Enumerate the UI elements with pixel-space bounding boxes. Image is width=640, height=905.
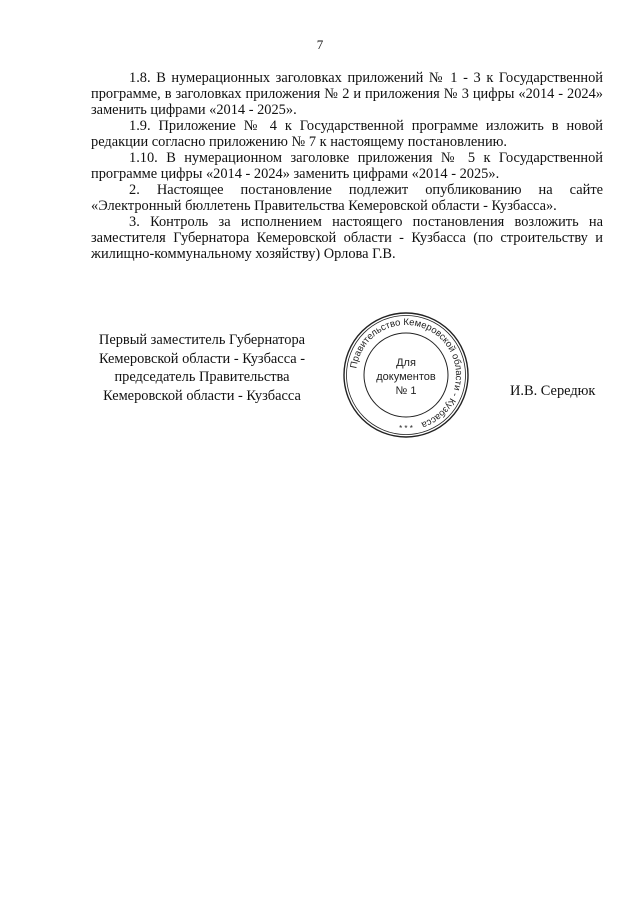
signer-name: И.В. Середюк <box>510 383 596 399</box>
stamp-center-line: Для <box>396 357 416 369</box>
paragraph-2: 2. Настоящее постановление подлежит опубликованию на сайте «Электронный бюллетень Правительства Кемеровской области - Кузбасса». <box>91 182 603 214</box>
official-stamp <box>341 310 471 440</box>
signer-position-line: Кемеровской области - Кузбасса <box>103 387 301 404</box>
stamp-stars: * * * <box>399 424 413 433</box>
signer-position-line: Первый заместитель Губернатора <box>98 332 306 348</box>
paragraph-1-8: 1.8. В нумерационных заголовках приложений № 1 - 3 к Государственной программе, в заголовках приложения № 2 и приложения № 3 цифры «2014 - 2024» заменить цифрами «2014 - 2025». <box>91 70 603 118</box>
stamp-center-line: документов <box>376 371 436 383</box>
paragraph-3: 3. Контроль за исполнением настоящего постановления возложить на заместителя Губернатора Кемеровской области - Кузбасса (по строительству и жилищно-коммунальному хозяйству) Орлова Г.В. <box>91 214 603 262</box>
stamp-center-line: № 1 <box>395 385 417 397</box>
stamp-ring-text: Правительство Кемеровской области - Кузбасса <box>348 316 465 431</box>
paragraph-1-9: 1.9. Приложение № 4 к Государственной программе изложить в новой редакции согласно приложению № 7 к настоящему постановлению. <box>91 118 603 150</box>
paragraph-1-10: 1.10. В нумерационном заголовке приложения № 5 к Государственной программе цифры «2014 - 2024» заменить цифрами «2014 - 2025». <box>91 150 603 182</box>
page-number: 7 <box>316 37 324 52</box>
document-body <box>91 70 603 262</box>
signer-position-line: председатель Правительства <box>114 369 290 385</box>
signer-position <box>82 331 322 405</box>
signer-position-line: Кемеровской области - Кузбасса - <box>98 350 306 367</box>
